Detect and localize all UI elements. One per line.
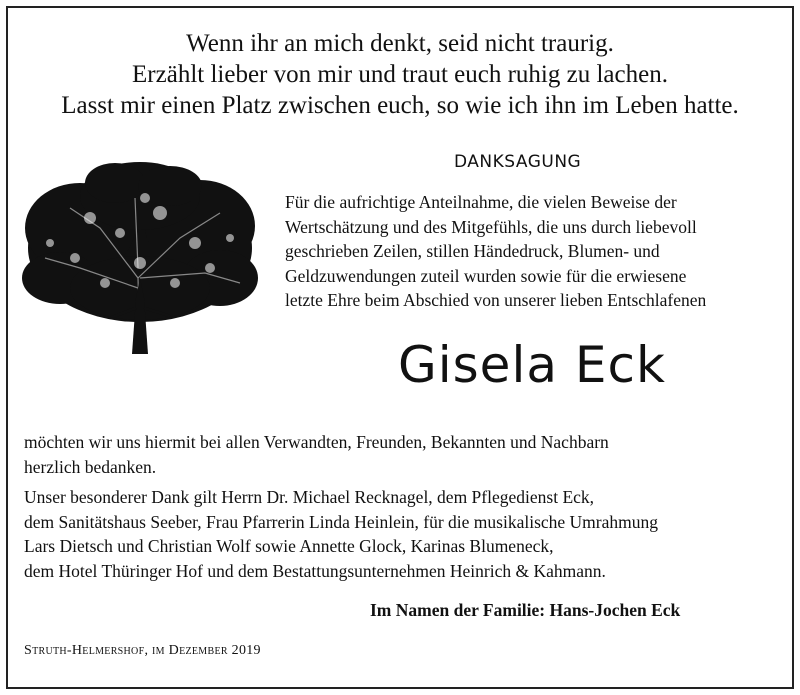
intro-line: geschrieben Zeilen, stillen Händedruck, Blumen- und [285, 241, 660, 261]
special-line: dem Sanitätshaus Seeber, Frau Pfarrerin Linda Heinlein, für die musikalische Umrahmung [24, 511, 658, 532]
thanks-text [24, 430, 784, 479]
intro-line: Geldzuwendungen zuteil wurden sowie für die erwiesene [285, 265, 687, 286]
special-line: dem Hotel Thüringer Hof und dem Bestattungsunternehmen Heinrich & Kahmann. [24, 560, 606, 581]
thanks-line: möchten wir uns hiermit bei allen Verwandten, Freunden, Bekannten und Nachbarn [24, 432, 609, 452]
special-line: Lars Dietsch und Christian Wolf sowie Annette Glock, Karinas Blumeneck, [24, 536, 554, 556]
intro-line: letzte Ehre beim Abschied von unserer lieben Entschlafenen [285, 290, 707, 310]
place-date: Struth-Helmershof, im Dezember 2019 [24, 643, 261, 658]
deceased-name: Gisela Eck [398, 336, 666, 394]
poem-line: Lasst mir einen Platz zwischen euch, so wie ich ihn im Leben hatte. [61, 92, 739, 119]
poem-line: Wenn ihr an mich denkt, seid nicht traurig. [186, 30, 614, 57]
intro-line: Für die aufrichtige Anteilnahme, die vielen Beweise der [285, 192, 677, 212]
heading-danksagung: DANKSAGUNG [454, 152, 582, 172]
intro-line: Wertschätzung und des Mitgefühls, die uns durch liebevoll [285, 216, 697, 237]
tree-icon [20, 158, 260, 356]
special-thanks-text [24, 485, 784, 583]
family-signature: Im Namen der Familie: Hans-Jochen Eck [370, 600, 681, 620]
thanks-line: herzlich bedanken. [24, 456, 157, 477]
intro-text [285, 190, 790, 313]
poem [0, 28, 800, 121]
special-line: Unser besonderer Dank gilt Herrn Dr. Michael Recknagel, dem Pflegedienst Eck, [24, 487, 595, 507]
poem-line: Erzählt lieber von mir und traut euch ruhig zu lachen. [132, 61, 668, 88]
